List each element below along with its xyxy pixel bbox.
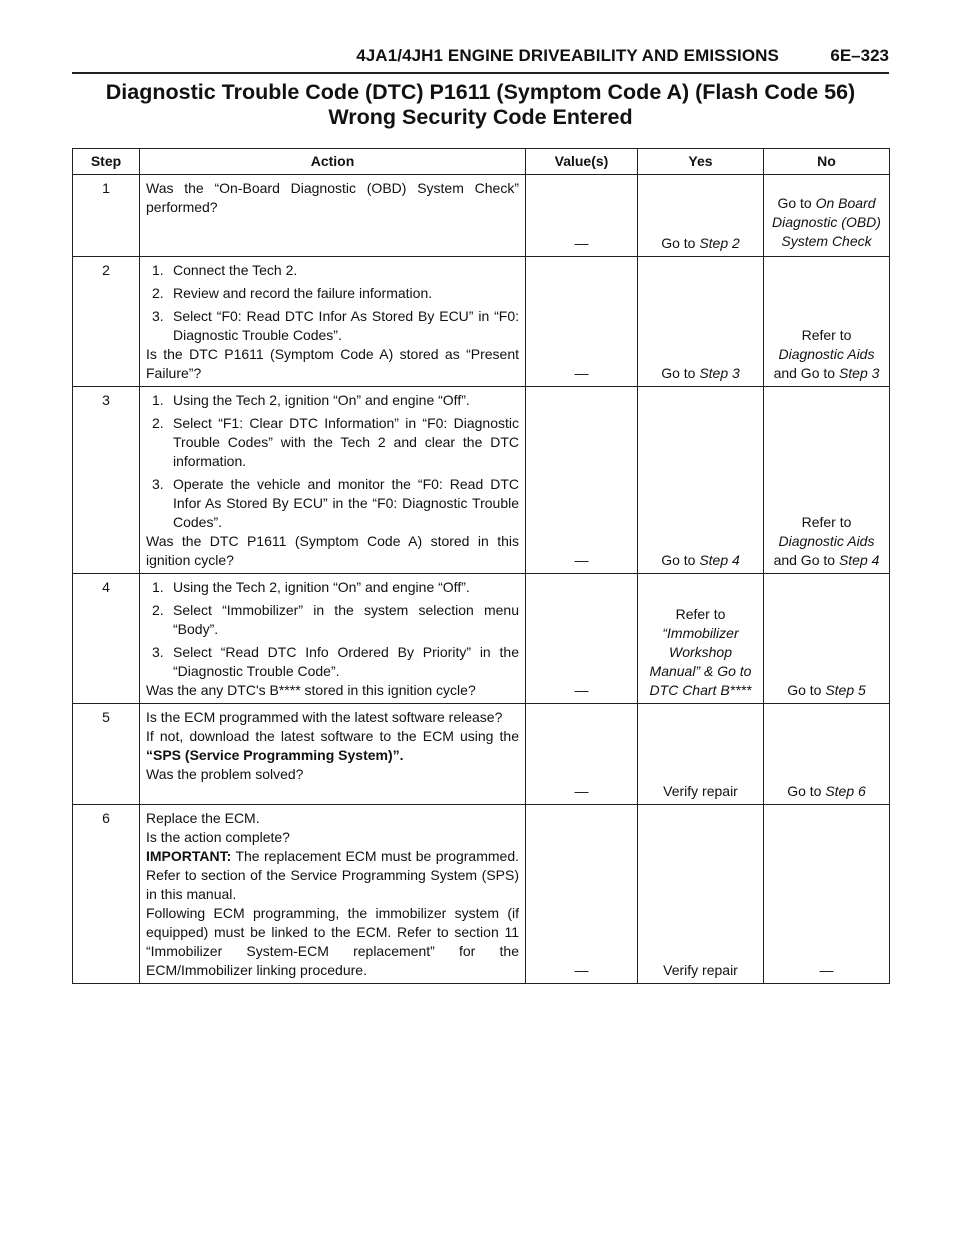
yes-cell — [638, 175, 764, 257]
step-number: 5 — [73, 704, 140, 805]
page-number: 6E–323 — [830, 46, 889, 65]
list-item: 3. Select “F0: Read DTC Infor As Stored By ECU” in “F0: Diagnostic Trouble Codes”. — [152, 308, 519, 343]
diagnostic-table — [72, 148, 890, 984]
action-question: Was the problem solved? — [146, 766, 304, 782]
action-cell: Replace the ECM. Is the action complete? IMPORTANT: The replacement ECM must be programmed. Refer to section of the Service Programming System (SPS) in this manual. Following ECM programming, the immobilizer system (if equipped) must be linked to the ECM. Refer to section 11 “Immobilizer System-ECM replacement” for the ECM/Immobilizer linking procedure. — [140, 805, 526, 984]
action-list — [146, 391, 519, 532]
no-text: Go to — [777, 195, 816, 211]
yes-cell: Go to Step 3 — [638, 257, 764, 387]
step-number: 3 — [73, 387, 140, 574]
action-question: Is the DTC P1611 (Symptom Code A) stored as “Present Failure”? — [146, 346, 519, 381]
yes-cell: Go to Step 4 — [638, 387, 764, 574]
document-title-line2: Wrong Security Code Entered — [328, 105, 633, 129]
yes-cell: Verify repair — [638, 704, 764, 805]
no-step-link: Step 4 — [838, 552, 880, 568]
no-link: Diagnostic Aids — [778, 533, 875, 549]
action-list — [146, 261, 519, 345]
list-item: 3. Operate the vehicle and monitor the “F0: Read DTC Infor As Stored By ECU” in the “F0: Diagnostic Trouble Codes”. — [152, 476, 519, 530]
yes-cell: Refer to “Immobilizer Workshop Manual” & Go to DTC Chart B**** — [638, 574, 764, 704]
document-title-line1: Diagnostic Trouble Code (DTC) P1611 (Symptom Code A) (Flash Code 56) — [105, 80, 856, 104]
no-step-link: Step 3 — [838, 365, 880, 381]
table-header-row — [73, 149, 890, 175]
no-cell — [764, 175, 890, 257]
action-cell — [140, 175, 526, 257]
table-row — [73, 704, 890, 805]
no-step-link: Step 5 — [825, 682, 866, 698]
value-cell: — — [526, 387, 638, 574]
no-cell: Refer to Diagnostic Aids and Go to Step 3 — [764, 257, 890, 387]
list-item: 1. Using the Tech 2, ignition “On” and engine “Off”. — [152, 392, 470, 408]
step-number: 2 — [73, 257, 140, 387]
document-title — [72, 80, 889, 130]
no-link: Diagnostic Aids — [778, 346, 875, 362]
step-number: 1 — [73, 175, 140, 257]
list-item: 2. Select “Immobilizer” in the system selection menu “Body”. — [152, 602, 519, 637]
action-question: Was the DTC P1611 (Symptom Code A) stored in this ignition cycle? — [146, 533, 519, 568]
no-step-link: On Board Diagnostic (OBD) System Check — [772, 195, 881, 249]
action-cell — [140, 574, 526, 704]
action-cell — [140, 387, 526, 574]
step-number: 6 — [73, 805, 140, 984]
no-cell: Refer to Diagnostic Aids and Go to Step 4 — [764, 387, 890, 574]
no-cell: — — [764, 805, 890, 984]
list-item: 2. Review and record the failure information. — [152, 285, 433, 301]
value-cell: — — [526, 175, 638, 257]
no-step-link: Step 6 — [825, 783, 866, 799]
yes-step-link: Step 2 — [699, 235, 740, 251]
table-row — [73, 574, 890, 704]
list-item: 1. Connect the Tech 2. — [152, 262, 298, 278]
action-question: Was the any DTC's B**** stored in this ignition cycle? — [146, 682, 476, 698]
value-cell: — — [526, 574, 638, 704]
action-cell: Is the ECM programmed with the latest software release? If not, download the latest software to the ECM using the “SPS (Service Programming System)”. Was the problem solved? — [140, 704, 526, 805]
list-item: 3. Select “Read DTC Info Ordered By Priority” in the “Diagnostic Trouble Code”. — [152, 644, 519, 679]
action-list — [146, 578, 519, 681]
section-title: 4JA1/4JH1 ENGINE DRIVEABILITY AND EMISSIONS — [356, 46, 779, 65]
table-row — [73, 257, 890, 387]
table-row — [73, 175, 890, 257]
list-item: 2. Select “F1: Clear DTC Information” in “F0: Diagnostic Trouble Codes” with the Tech 2 and clear the DTC information. — [152, 415, 519, 469]
header-action: Action — [140, 149, 526, 175]
header-no: No — [764, 149, 890, 175]
important-note: IMPORTANT: The replacement ECM must be programmed. Refer to section of the Service Programming System (SPS) in this manual. — [146, 848, 519, 902]
value-cell: — — [526, 257, 638, 387]
no-cell: Go to Step 6 — [764, 704, 890, 805]
table-row — [73, 805, 890, 984]
no-cell: Go to Step 5 — [764, 574, 890, 704]
table-row — [73, 387, 890, 574]
yes-link: “Immobilizer Workshop Manual” & Go to DTC Chart B**** — [649, 625, 752, 698]
yes-step-link: Step 3 — [699, 365, 740, 381]
yes-text: Go to — [661, 235, 700, 251]
action-cell — [140, 257, 526, 387]
step-number: 4 — [73, 574, 140, 704]
page-header — [72, 42, 889, 74]
value-cell: — — [526, 704, 638, 805]
header-values: Value(s) — [526, 149, 638, 175]
yes-cell: Verify repair — [638, 805, 764, 984]
action-question: Was the “On-Board Diagnostic (OBD) System Check” performed? — [146, 180, 519, 215]
header-yes: Yes — [638, 149, 764, 175]
header-step: Step — [73, 149, 140, 175]
value-cell: — — [526, 805, 638, 984]
yes-step-link: Step 4 — [699, 552, 740, 568]
list-item: 1. Using the Tech 2, ignition “On” and engine “Off”. — [152, 579, 470, 595]
